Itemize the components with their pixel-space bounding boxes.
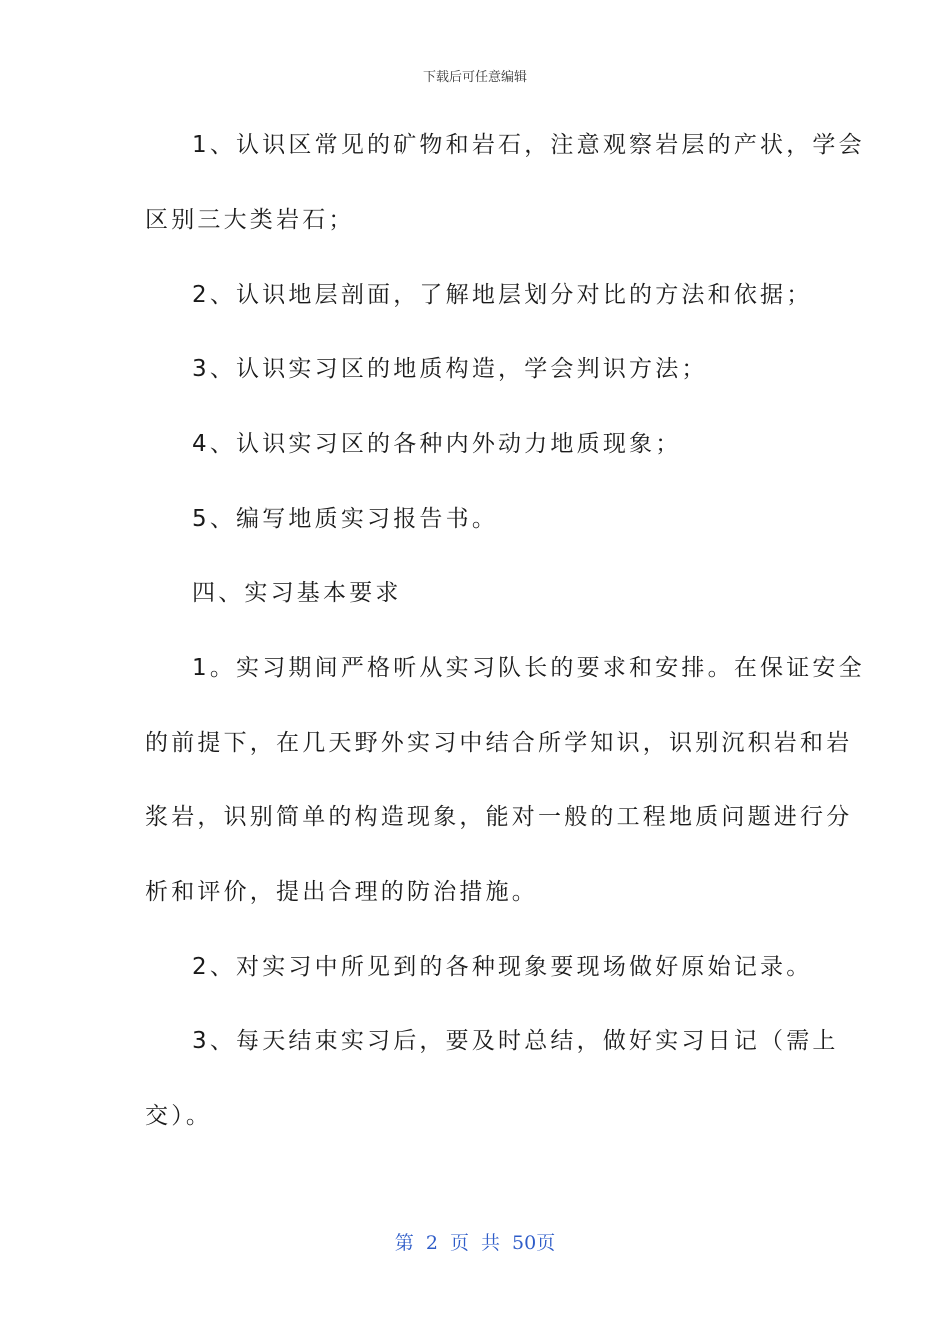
header-note: 下载后可任意编辑 — [422, 70, 527, 85]
page-number-footer: 第 2 页 共 50页 — [394, 1232, 556, 1254]
paragraph-line: 4、认识实习区的各种内外动力地质现象； — [192, 431, 682, 457]
paragraph-line: 3、每天结束实习后，要及时总结，做好实习日记（需上 — [192, 1028, 839, 1054]
paragraph-line: 2、对实习中所见到的各种现象要现场做好原始记录。 — [192, 954, 813, 980]
paragraph-line: 1、认识区常见的矿物和岩石，注意观察岩层的产状，学会 — [192, 132, 865, 158]
paragraph-line: 1。实习期间严格听从实习队长的要求和安排。在保证安全 — [192, 655, 865, 681]
paragraph-line: 浆岩，识别简单的构造现象，能对一般的工程地质问题进行分 — [145, 804, 853, 830]
paragraph-line: 5、编写地质实习报告书。 — [192, 506, 499, 532]
paragraph-line: 3、认识实习区的地质构造，学会判识方法； — [192, 356, 708, 382]
paragraph-line: 交）。 — [145, 1103, 213, 1129]
section-heading: 四、实习基本要求 — [192, 580, 402, 606]
paragraph-line: 的前提下，在几天野外实习中结合所学知识，识别沉积岩和岩 — [145, 730, 853, 756]
paragraph-line: 2、认识地层剖面，了解地层划分对比的方法和依据； — [192, 282, 813, 308]
paragraph-line: 析和评价，提出合理的防治措施。 — [145, 879, 538, 905]
paragraph-line: 区别三大类岩石； — [145, 207, 355, 233]
